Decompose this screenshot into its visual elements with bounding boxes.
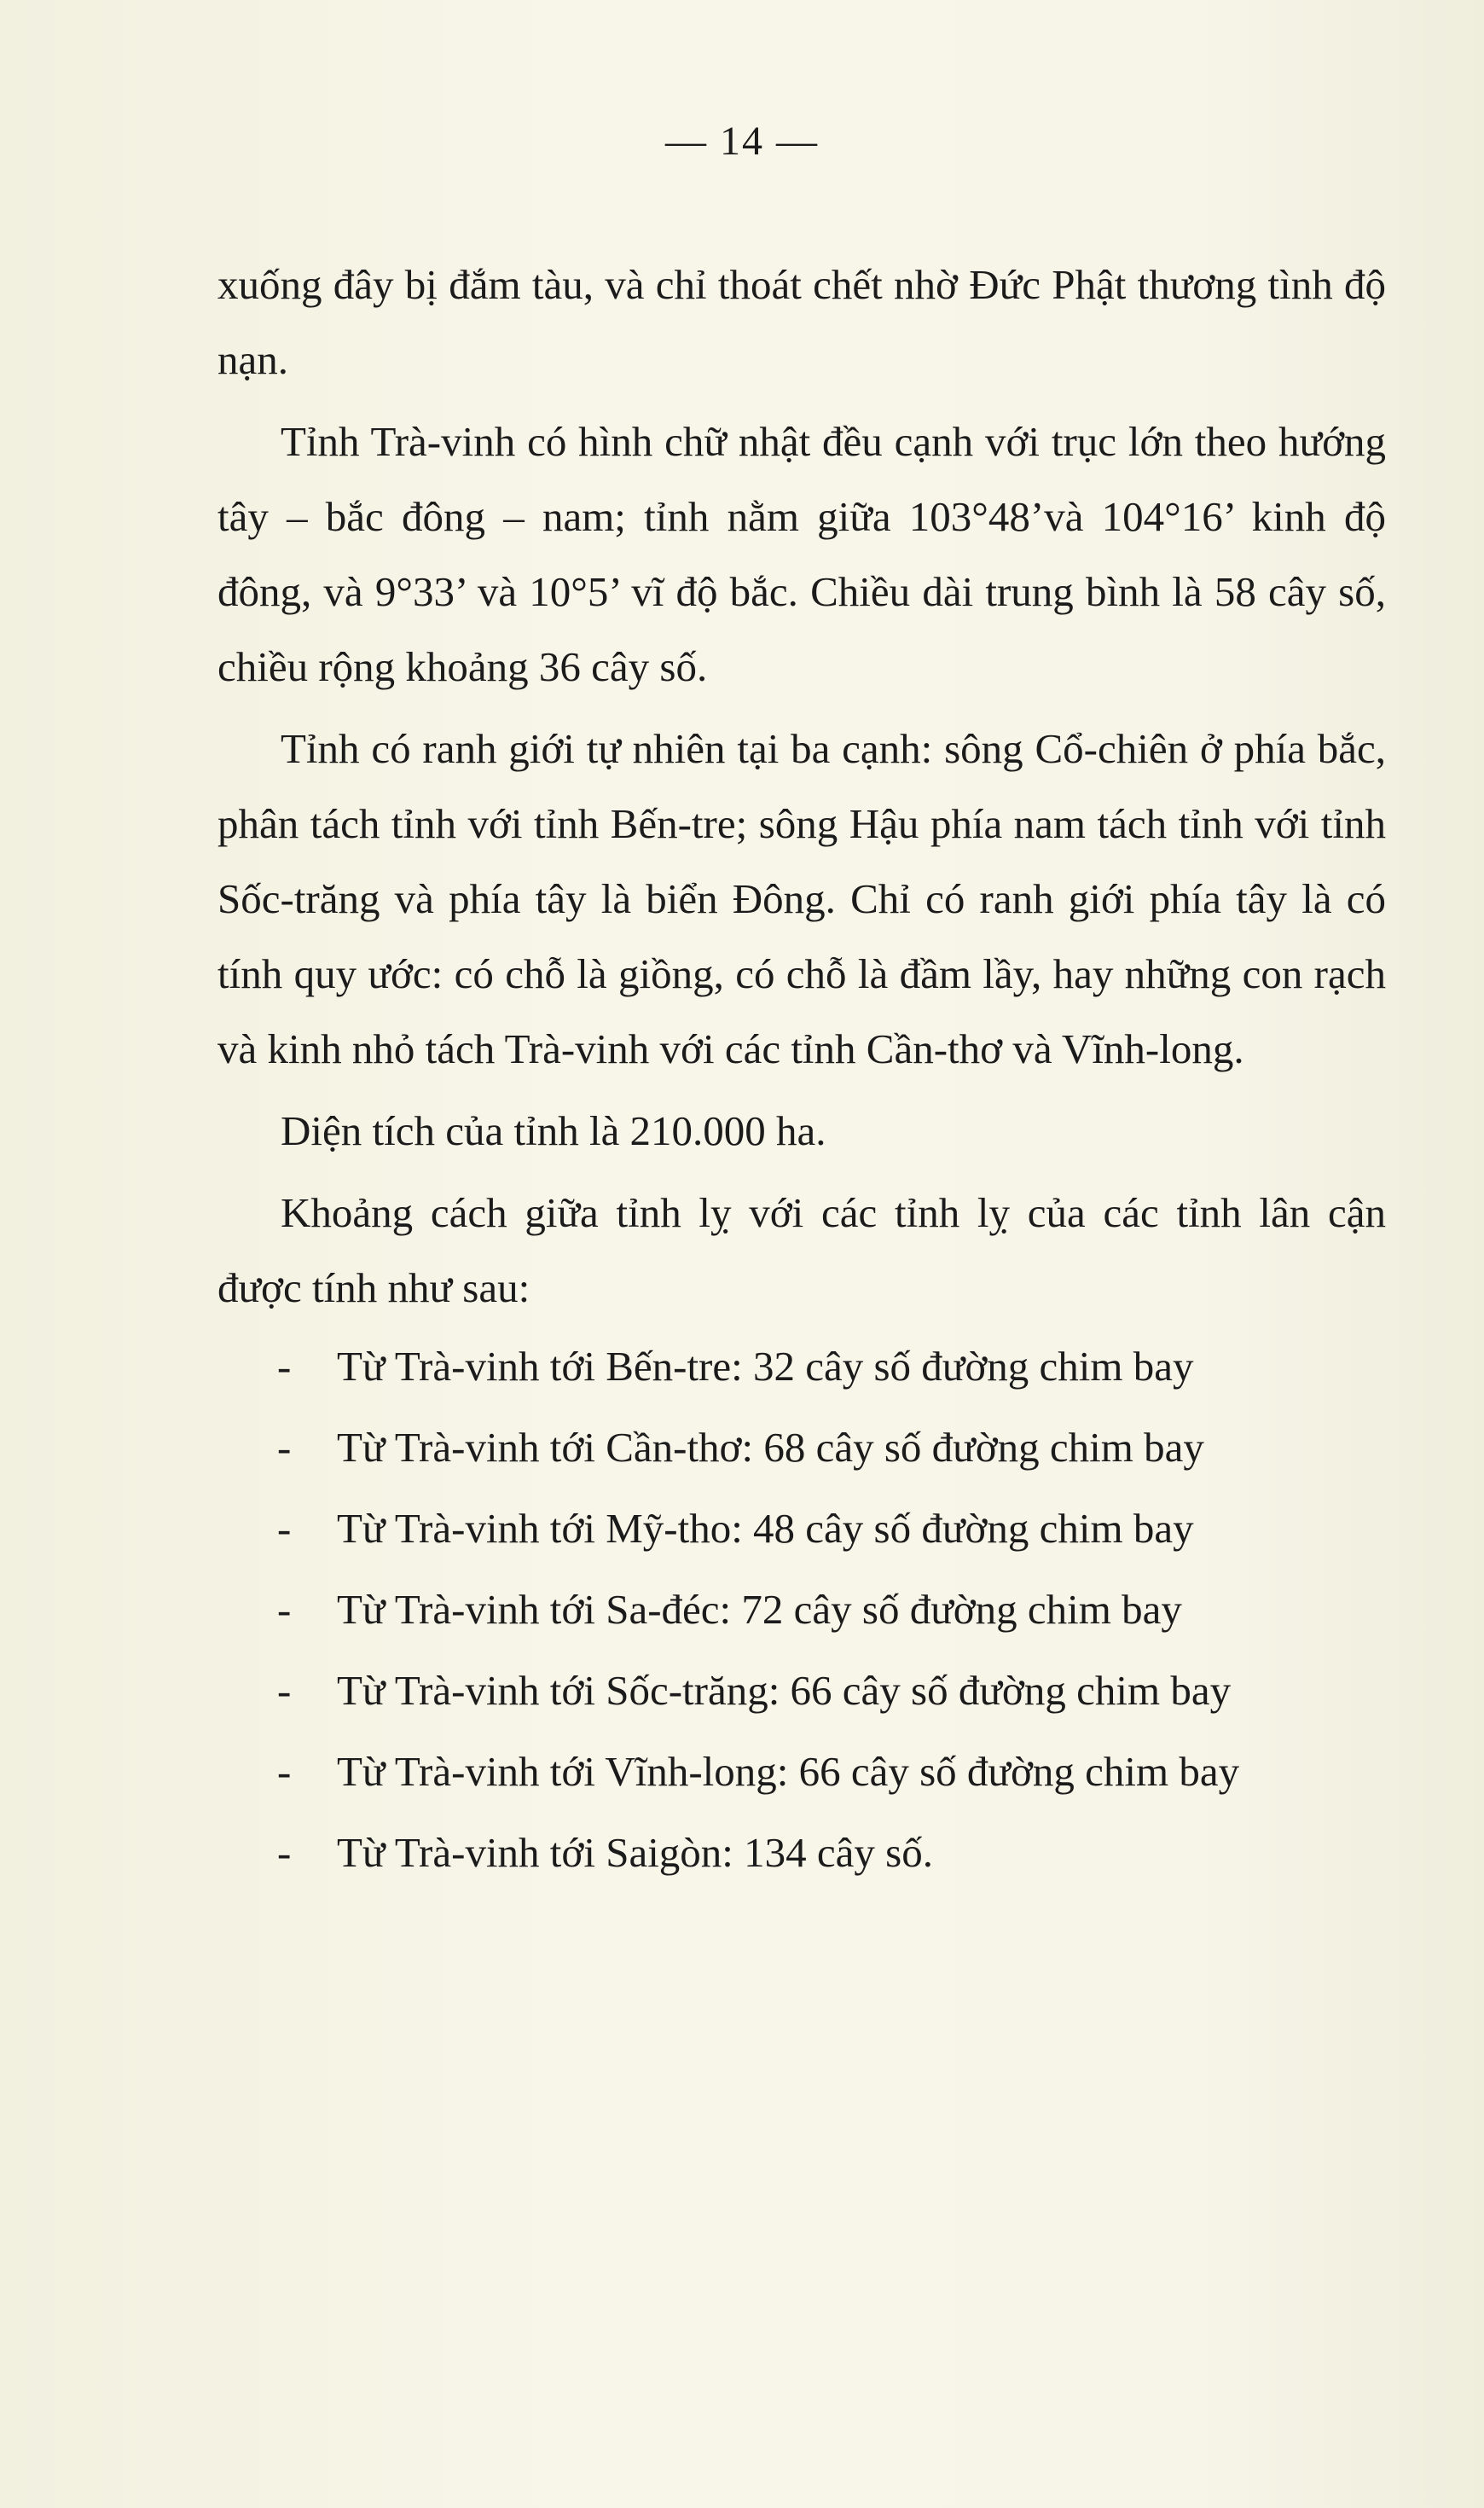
list-item-text: Từ Trà-vinh tới Saigòn: 134 cây số. — [337, 1829, 933, 1876]
paragraph-shape-coordinates: Tỉnh Trà-vinh có hình chữ nhật đều cạnh với trục lớn theo hướng tây – bắc đông – nam; tỉnh nằm giữa 103°48’và 104°16’ kinh độ đông, và 9°33’ và 10°5’ vĩ độ bắc. Chiều dài trung bình là 58 cây số, chiều rộng khoảng 36 cây số. — [217, 418, 1386, 690]
list-item — [217, 1731, 1386, 1812]
list-bullet: - — [277, 1829, 292, 1876]
page-body — [217, 247, 1386, 1893]
list-bullet: - — [277, 1343, 292, 1390]
list-item-text: Từ Trà-vinh tới Cần-thơ: 68 cây số đường chim bay — [337, 1424, 1204, 1471]
list-bullet: - — [277, 1505, 292, 1552]
list-item-text: Từ Trà-vinh tới Mỹ-tho: 48 cây số đường chim bay — [337, 1505, 1194, 1552]
distance-list — [217, 1326, 1386, 1893]
paragraph-area: Diện tích của tỉnh là 210.000 ha. — [281, 1107, 826, 1154]
list-bullet: - — [277, 1748, 292, 1795]
paragraph-continuation: xuống đây bị đắm tàu, và chỉ thoát chết nhờ Đức Phật thương tình độ nạn. — [217, 261, 1386, 383]
list-bullet: - — [277, 1424, 292, 1471]
page-number: — 14 — — [665, 119, 819, 164]
list-item-text: Từ Trà-vinh tới Sốc-trăng: 66 cây số đường chim bay — [337, 1667, 1232, 1714]
list-item-text: Từ Trà-vinh tới Bến-tre: 32 cây số đường chim bay — [337, 1343, 1194, 1390]
paragraph-boundaries: Tỉnh có ranh giới tự nhiên tại ba cạnh: sông Cổ-chiên ở phía bắc, phân tách tỉnh với tỉnh Bến-tre; sông Hậu phía nam tách tỉnh với tỉnh Sốc-trăng và phía tây là biển Đông. Chỉ có ranh giới phía tây là có tính quy ước: có chỗ là giồng, có chỗ là đầm lầy, hay những con rạch và kinh nhỏ tách Trà-vinh với các tỉnh Cần-thơ và Vĩnh-long. — [217, 725, 1386, 1072]
list-item — [217, 1407, 1386, 1488]
list-bullet: - — [277, 1586, 292, 1633]
list-item-text: Từ Trà-vinh tới Vĩnh-long: 66 cây số đường chim bay — [337, 1748, 1240, 1795]
list-bullet: - — [277, 1667, 292, 1714]
list-item — [217, 1650, 1386, 1731]
list-item — [217, 1326, 1386, 1407]
paragraph-distances-intro: Khoảng cách giữa tỉnh lỵ với các tỉnh lỵ của các tỉnh lân cận được tính như sau: — [217, 1189, 1386, 1311]
list-item — [217, 1488, 1386, 1569]
list-item — [217, 1812, 1386, 1893]
list-item — [217, 1569, 1386, 1650]
list-item-text: Từ Trà-vinh tới Sa-đéc: 72 cây số đường chim bay — [337, 1586, 1182, 1633]
